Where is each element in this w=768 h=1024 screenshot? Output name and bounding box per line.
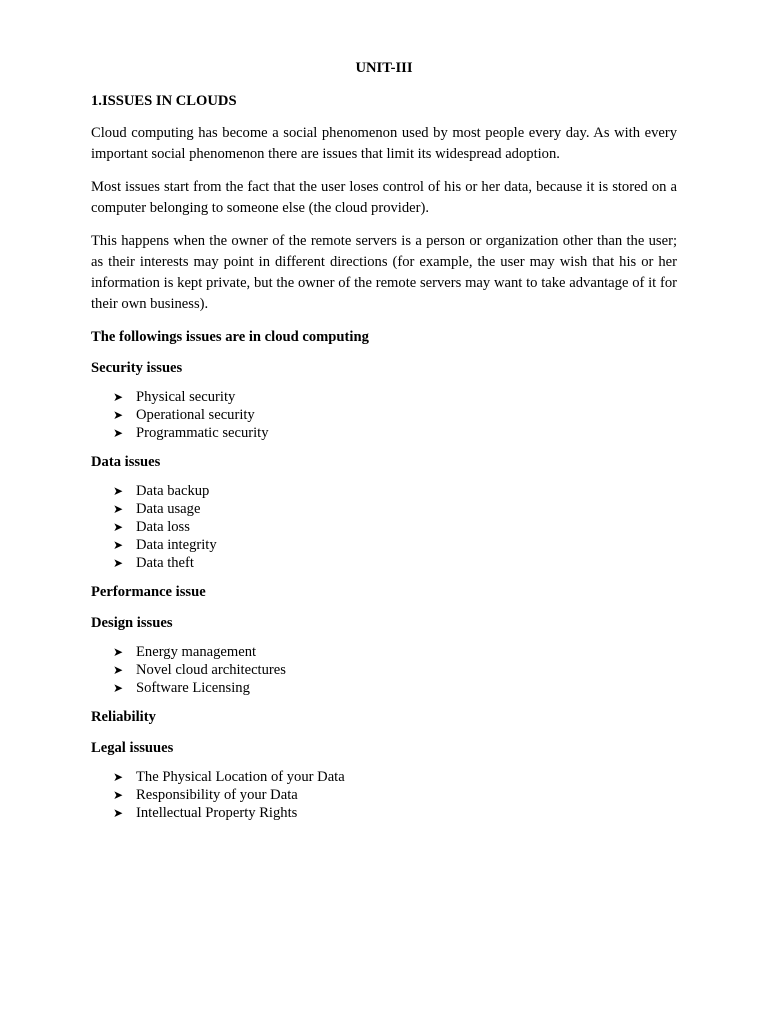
arrowhead-bullet-icon: ➤ <box>113 520 124 534</box>
reliability-heading: Reliability <box>91 709 156 725</box>
arrowhead-bullet-icon: ➤ <box>113 538 124 552</box>
list-item <box>113 804 677 822</box>
list-item-label: Data integrity <box>136 537 217 553</box>
list-item-label: Data theft <box>136 555 194 571</box>
paragraph-data-control: Most issues start from the fact that the user loses control of his or her data, because it is stored on a computer belonging to someone else (the cloud provider). <box>91 179 677 216</box>
design-issues-list <box>91 643 677 697</box>
paragraph-remote-servers: This happens when the owner of the remote servers is a person or organization other than the user; as their interests may point in different directions (for example, the user may wish that his or her information is kept private, but the owner of the remote servers may want to take advantage of it for their own business). <box>91 233 677 312</box>
list-item-label: Energy management <box>136 644 257 660</box>
arrowhead-bullet-icon: ➤ <box>113 788 124 802</box>
security-issues-heading: Security issues <box>91 360 183 376</box>
list-item <box>113 661 677 679</box>
list-item-label: Responsibility of your Data <box>136 787 298 803</box>
arrowhead-bullet-icon: ➤ <box>113 426 124 440</box>
unit-title: UNIT-III <box>355 60 413 76</box>
list-item <box>113 518 677 536</box>
arrowhead-bullet-icon: ➤ <box>113 408 124 422</box>
data-issues-list <box>91 482 677 572</box>
list-item <box>113 388 677 406</box>
list-item <box>113 554 677 572</box>
arrowhead-bullet-icon: ➤ <box>113 806 124 820</box>
list-item-label: Data usage <box>136 501 201 517</box>
list-item-label: Data loss <box>136 519 190 535</box>
list-item <box>113 406 677 424</box>
list-item-label: Intellectual Property Rights <box>136 805 298 821</box>
arrowhead-bullet-icon: ➤ <box>113 663 124 677</box>
list-item-label: Data backup <box>136 483 210 499</box>
arrowhead-bullet-icon: ➤ <box>113 681 124 695</box>
section-heading: 1.ISSUES IN CLOUDS <box>91 93 237 109</box>
list-item-label: Novel cloud architectures <box>136 662 286 678</box>
design-issues-heading: Design issues <box>91 615 173 631</box>
arrowhead-bullet-icon: ➤ <box>113 556 124 570</box>
arrowhead-bullet-icon: ➤ <box>113 390 124 404</box>
arrowhead-bullet-icon: ➤ <box>113 484 124 498</box>
legal-issues-heading: Legal issuues <box>91 740 174 756</box>
list-item <box>113 482 677 500</box>
performance-issue-heading: Performance issue <box>91 584 206 600</box>
list-item-label: Physical security <box>136 389 236 405</box>
data-issues-heading: Data issues <box>91 454 161 470</box>
list-item <box>113 536 677 554</box>
paragraph-intro: Cloud computing has become a social phenomenon used by most people every day. As with every important social phenomenon there are issues that limit its widespread adoption. <box>91 125 677 162</box>
arrowhead-bullet-icon: ➤ <box>113 770 124 784</box>
list-item-label: Programmatic security <box>136 425 269 441</box>
list-item <box>113 643 677 661</box>
list-item <box>113 679 677 697</box>
list-item-label: Operational security <box>136 407 255 423</box>
security-issues-list <box>91 388 677 442</box>
list-item-label: Software Licensing <box>136 680 250 696</box>
document-page <box>91 58 677 832</box>
arrowhead-bullet-icon: ➤ <box>113 502 124 516</box>
legal-issues-list <box>91 768 677 822</box>
list-item <box>113 500 677 518</box>
list-item <box>113 424 677 442</box>
list-item <box>113 786 677 804</box>
list-item-label: The Physical Location of your Data <box>136 769 345 785</box>
arrowhead-bullet-icon: ➤ <box>113 645 124 659</box>
issues-intro-heading: The followings issues are in cloud computing <box>91 329 369 345</box>
list-item <box>113 768 677 786</box>
